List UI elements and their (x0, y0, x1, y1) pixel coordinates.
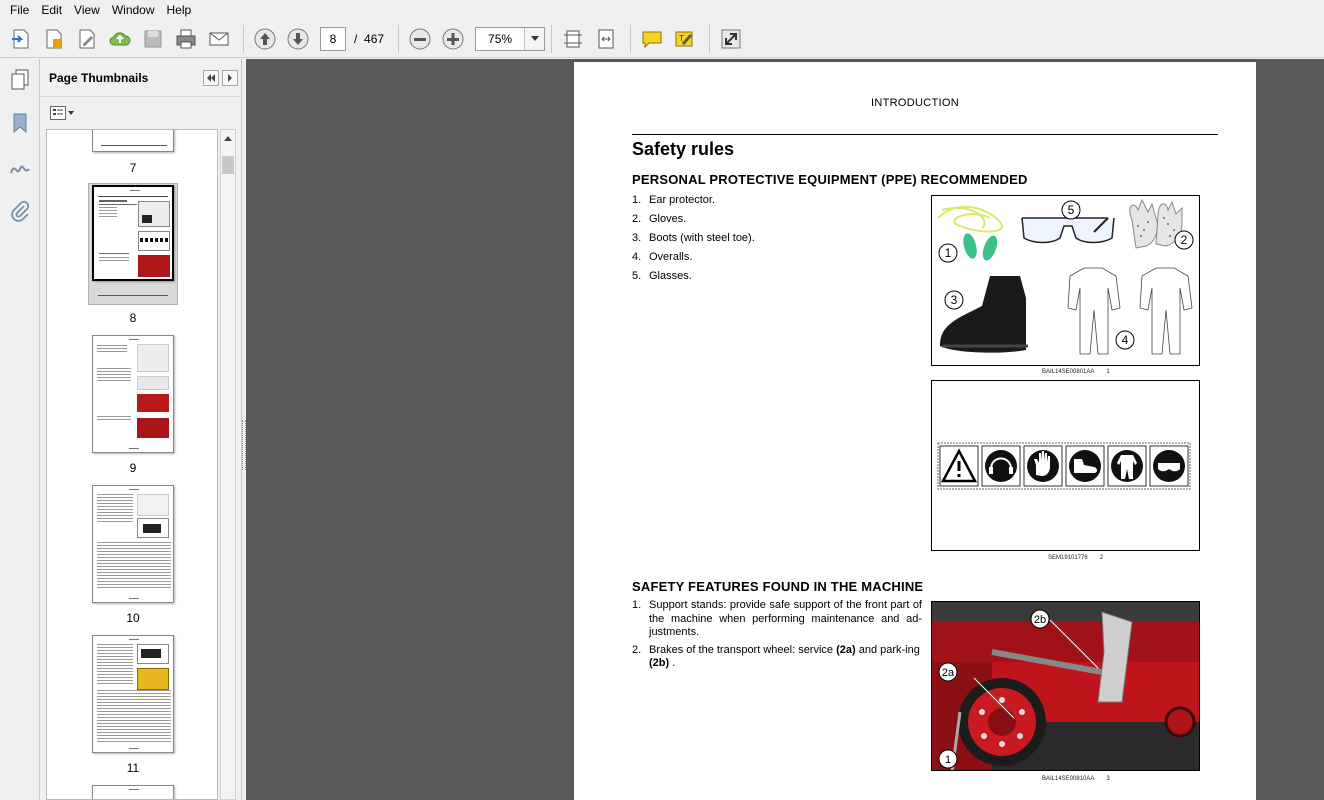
figure-3-code: BAIL14SE00810AA (1042, 776, 1095, 782)
print-button[interactable] (171, 24, 201, 54)
envelope-icon (207, 27, 231, 51)
machine-photo-figure (931, 601, 1200, 771)
panel-tools (40, 97, 241, 129)
callout-label: 2a (941, 667, 955, 679)
menu-bar (0, 0, 1324, 20)
thumbnail-page-7[interactable] (92, 129, 174, 152)
list-item-text: Support stands: provide safe support of the front part of the machine when performing maintenance and ad-justments. (649, 599, 922, 638)
menu-help[interactable]: Help (166, 3, 192, 17)
options-list-icon (50, 106, 66, 120)
callout-label: 1 (944, 246, 952, 260)
list-item-number: 1. (632, 194, 642, 206)
ppe-symbols-figure (931, 380, 1200, 551)
fit-width-button[interactable] (591, 24, 621, 54)
thumbnail-list[interactable] (46, 129, 218, 800)
page-thumbnails-button[interactable] (0, 59, 40, 99)
fit-page-icon (561, 27, 585, 51)
thumbnail-label-7: 7 (129, 161, 137, 175)
panel-header (40, 59, 241, 97)
gloves-symbol (1024, 446, 1062, 486)
panel-options-arrow-button[interactable] (222, 70, 238, 86)
thumbnail-page-8[interactable] (92, 185, 174, 281)
thumbnail-page-9[interactable] (92, 335, 174, 453)
collapse-panel-button[interactable] (203, 70, 219, 86)
header-rule (632, 134, 1218, 135)
page-title: Safety rules (632, 139, 735, 159)
zoom-out-button[interactable] (405, 24, 435, 54)
save-disk-icon (141, 27, 165, 51)
bookmark-icon (8, 111, 32, 135)
callout-label: 5 (1067, 203, 1075, 217)
figure-1-caption (1042, 369, 1110, 375)
cloud-upload-icon (108, 27, 132, 51)
thumbnail-page-11[interactable] (92, 635, 174, 753)
arrow-down-circle-icon (286, 27, 310, 51)
list-item-number: 4. (632, 251, 642, 263)
fit-width-icon (594, 27, 618, 51)
next-page-button[interactable] (283, 24, 313, 54)
safety-features-list (632, 599, 922, 675)
page-count (354, 32, 384, 46)
expand-arrows-icon (719, 27, 743, 51)
double-chevron-left-icon (206, 74, 216, 82)
callout-label: 2 (1180, 233, 1188, 247)
thumbnail-options-button[interactable] (50, 106, 74, 120)
thumbnail-page-10[interactable] (92, 485, 174, 603)
toolbar-separator (243, 25, 244, 53)
comment-bubble-icon (640, 27, 664, 51)
toolbar-separator (709, 25, 710, 53)
safety-features-heading: SAFETY FEATURES FOUND IN THE MACHINE (632, 579, 924, 594)
figure-3-caption (1042, 776, 1110, 782)
email-button[interactable] (204, 24, 234, 54)
attachments-button[interactable] (0, 189, 40, 233)
thumbnail-label-9: 9 (129, 461, 137, 475)
list-item-text: Overalls. (649, 251, 693, 263)
ppe-list (632, 191, 755, 286)
toolbar-separator (398, 25, 399, 53)
boots-symbol (1066, 446, 1104, 486)
document-view[interactable] (246, 59, 1324, 800)
save-button[interactable] (138, 24, 168, 54)
callout-label: 2b (1033, 614, 1047, 626)
figure-3-number: 3 (1106, 776, 1110, 782)
list-item-text: Ear protector. (649, 194, 716, 206)
list-item (632, 229, 755, 248)
list-item (632, 644, 922, 671)
list-item-number: 2. (632, 213, 642, 225)
thumbnail-label-8: 8 (129, 311, 137, 325)
scrollbar-thumb[interactable] (222, 156, 234, 174)
highlight-button[interactable] (670, 24, 700, 54)
thumbnail-page-12[interactable] (92, 785, 174, 800)
zoom-select[interactable] (475, 27, 545, 51)
figure-2-code: SEM19101776 (1048, 555, 1088, 561)
navigation-pane-strip (0, 59, 40, 800)
previous-page-button[interactable] (250, 24, 280, 54)
figure-1-number: 1 (1106, 369, 1110, 375)
menu-edit[interactable]: Edit (41, 3, 63, 17)
toolbar-separator (630, 25, 631, 53)
pages-icon (8, 67, 32, 91)
ppe-figure (931, 195, 1200, 366)
thumbnail-scrollbar[interactable] (220, 129, 236, 800)
thumbnail-page-8-footer-rule (98, 295, 168, 296)
callout-label: 3 (950, 293, 958, 307)
list-item (632, 248, 755, 267)
signature-icon (8, 155, 32, 179)
list-item-number: 5. (632, 270, 642, 282)
list-item-text: Gloves. (649, 213, 687, 225)
figure-2-number: 2 (1099, 555, 1104, 561)
list-item-text (649, 644, 922, 671)
list-item-number: 2. (632, 643, 642, 656)
list-item (632, 191, 755, 210)
thumbnails-panel (40, 59, 242, 800)
menu-file[interactable]: File (10, 3, 30, 17)
create-pdf-icon (42, 27, 66, 51)
minus-circle-icon (408, 27, 432, 51)
chevron-right-icon (227, 74, 233, 82)
figure-2-caption (1048, 555, 1103, 561)
toolbar-separator (551, 25, 552, 53)
printer-icon (174, 27, 198, 51)
bookmarks-button[interactable] (0, 101, 40, 145)
overalls-symbol (1108, 446, 1146, 486)
zoom-in-button[interactable] (438, 24, 468, 54)
fit-page-button[interactable] (558, 24, 588, 54)
page-separator: / (354, 31, 358, 46)
upload-cloud-button[interactable] (105, 24, 135, 54)
ear-protection-symbol (982, 446, 1020, 486)
edit-pdf-button[interactable] (72, 24, 102, 54)
plus-circle-icon (441, 27, 465, 51)
open-file-icon (9, 27, 33, 51)
pdf-page (574, 62, 1256, 800)
arrow-up-circle-icon (253, 27, 277, 51)
zoom-value[interactable]: 75% (488, 31, 513, 46)
menu-view[interactable]: View (74, 3, 100, 17)
callout-label: 1 (944, 754, 952, 766)
panel-title: Page Thumbnails (49, 70, 149, 85)
chevron-down-icon[interactable] (524, 28, 544, 50)
comment-button[interactable] (637, 24, 667, 54)
list-item-text: Boots (with steel toe). (649, 232, 755, 244)
scroll-up-arrow-icon[interactable] (221, 130, 235, 146)
highlighter-icon (673, 27, 697, 51)
thumbnail-label-10: 10 (126, 611, 140, 625)
text-run: . (669, 657, 676, 669)
ppe-illustration (932, 196, 1200, 366)
list-item-number: 1. (632, 599, 642, 611)
ppe-symbols-strip (932, 381, 1200, 551)
svg-text:T: T (679, 33, 684, 43)
open-file-button[interactable] (6, 24, 36, 54)
machine-photo (932, 602, 1200, 771)
thumbnail-label-11: 11 (126, 761, 140, 775)
full-screen-button[interactable] (716, 24, 746, 54)
chevron-down-icon (68, 111, 74, 115)
list-item-text: Glasses. (649, 270, 692, 282)
text-run: and park-ing (855, 643, 920, 656)
list-item-number: 3. (632, 232, 642, 244)
bold-ref-2b: (2b) (649, 657, 670, 669)
list-item (632, 267, 755, 286)
menu-window[interactable]: Window (111, 3, 155, 17)
page-header: INTRODUCTION (871, 97, 959, 109)
bold-ref-2a: (2a) (836, 643, 856, 656)
create-pdf-button[interactable] (39, 24, 69, 54)
figure-1-code: BAIL14SE00801AA (1042, 369, 1095, 375)
toolbar (0, 20, 1324, 58)
list-item (632, 599, 922, 640)
edit-pdf-icon (75, 27, 99, 51)
goggles-symbol (1150, 446, 1188, 486)
page-number-input[interactable]: 8 (320, 27, 346, 51)
ppe-heading: PERSONAL PROTECTIVE EQUIPMENT (PPE) RECOMMENDED (632, 172, 1028, 187)
text-run: Brakes of the transport wheel: service (649, 643, 837, 656)
total-pages: 467 (364, 31, 385, 46)
paperclip-icon (8, 199, 32, 223)
list-item (632, 210, 755, 229)
callout-label: 4 (1121, 333, 1129, 347)
signatures-button[interactable] (0, 145, 40, 189)
